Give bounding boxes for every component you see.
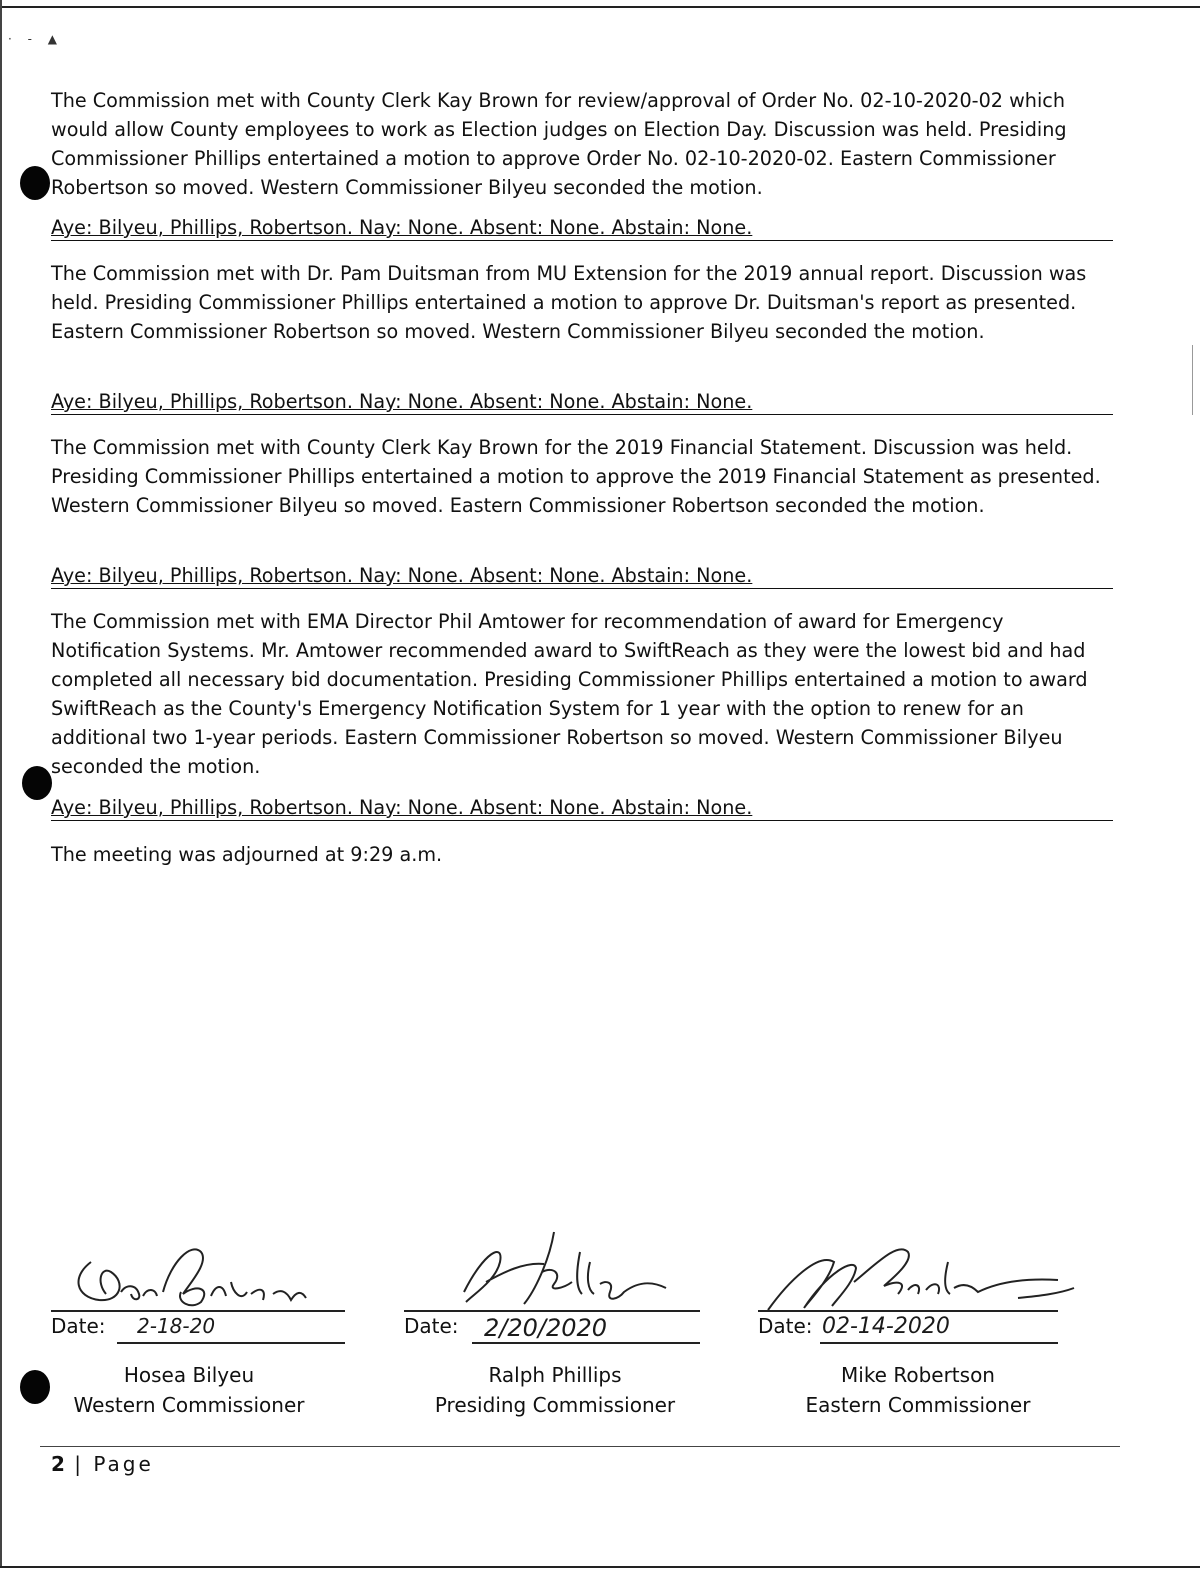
footer-divider xyxy=(40,1446,1120,1447)
date-label: Date: xyxy=(404,1314,459,1338)
vote-record xyxy=(51,796,1113,821)
vote-record-text: Aye: Bilyeu, Phillips, Robertson. Nay: None. Absent: None. Abstain: None. xyxy=(51,796,753,819)
handwritten-date: 2-18-20 xyxy=(137,1314,216,1338)
handwritten-signature-bilyeu xyxy=(51,1222,371,1312)
vote-record xyxy=(51,564,1113,589)
signer-role: Presiding Commissioner xyxy=(434,1393,676,1417)
minutes-paragraph-annual-report: The Commission met with Dr. Pam Duitsman from MU Extension for the 2019 annual report. Discussion was held. Presiding Commissioner Phillips entertained a motion to approve Dr. Duitsman's report as presented. Eastern Commissioner Robertson so moved. Western Commissioner Bilyeu seconded the motion. xyxy=(51,262,1087,343)
vote-record xyxy=(51,216,1113,241)
page-label: Page xyxy=(93,1452,154,1476)
handwritten-signature-phillips xyxy=(404,1222,724,1312)
handwritten-date: 02-14-2020 xyxy=(822,1314,950,1339)
bottom-border xyxy=(0,1566,1200,1568)
handwritten-date: 2/20/2020 xyxy=(484,1314,608,1342)
handwritten-signature-robertson xyxy=(758,1222,1078,1312)
date-label: Date: xyxy=(758,1314,813,1338)
minutes-paragraph-emergency-notification: The Commission met with EMA Director Phil Amtower for recommendation of award for Emergency Notification Systems. Mr. Amtower recommended award to SwiftReach as they were the lowest bid and had completed all necessary bid documentation. Presiding Commissioner Phillips entertained a motion to award SwiftReach as the County's Emergency Notification System for 1 year with the option to renew for an additional two 1-year periods. Eastern Commissioner Robertson so moved. Western Commissioner Bilyeu seconded the motion. xyxy=(51,610,1088,778)
vote-record-text: Aye: Bilyeu, Phillips, Robertson. Nay: None. Absent: None. Abstain: None. xyxy=(51,564,753,587)
signer-name: Mike Robertson xyxy=(841,1363,995,1387)
punch-hole xyxy=(20,166,50,200)
minutes-paragraph-financial-statement: The Commission met with County Clerk Kay Brown for the 2019 Financial Statement. Discussion was held. Presiding Commissioner Phillips entertained a motion to approve the 2019 Financial Statement as presented. Western Commissioner Bilyeu so moved. Eastern Commissioner Robertson seconded the motion. xyxy=(51,436,1101,517)
date-line xyxy=(117,1342,345,1344)
left-border xyxy=(0,0,2,1568)
scan-edge-mark xyxy=(1192,345,1193,415)
page-separator: | xyxy=(74,1452,85,1476)
vote-record xyxy=(51,390,1113,415)
signer-name: Ralph Phillips xyxy=(488,1363,622,1387)
scan-corner-marks: · - ▲ xyxy=(8,32,64,46)
signer-name: Hosea Bilyeu xyxy=(123,1363,255,1387)
date-line xyxy=(472,1342,700,1344)
page-number: 2 xyxy=(51,1452,65,1476)
minutes-paragraph-election-judges: The Commission met with County Clerk Kay Brown for review/approval of Order No. 02-10-2020-02 which would allow County employees to work as Election judges on Election Day. Discussion was held. Presiding Commissioner Phillips entertained a motion to approve Order No. 02-10-2020-02. Eastern Commissioner Robertson so moved. Western Commissioner Bilyeu seconded the motion. xyxy=(51,89,1067,199)
vote-record-text: Aye: Bilyeu, Phillips, Robertson. Nay: None. Absent: None. Abstain: None. xyxy=(51,390,753,413)
signer-role: Western Commissioner xyxy=(73,1393,305,1417)
punch-hole xyxy=(22,766,52,800)
date-line xyxy=(820,1342,1058,1344)
top-border xyxy=(0,6,1200,8)
adjournment-text: The meeting was adjourned at 9:29 a.m. xyxy=(51,843,443,866)
date-label: Date: xyxy=(51,1314,106,1338)
page-footer xyxy=(51,1452,154,1476)
signer-role: Eastern Commissioner xyxy=(805,1393,1031,1417)
vote-record-text: Aye: Bilyeu, Phillips, Robertson. Nay: None. Absent: None. Abstain: None. xyxy=(51,216,753,239)
